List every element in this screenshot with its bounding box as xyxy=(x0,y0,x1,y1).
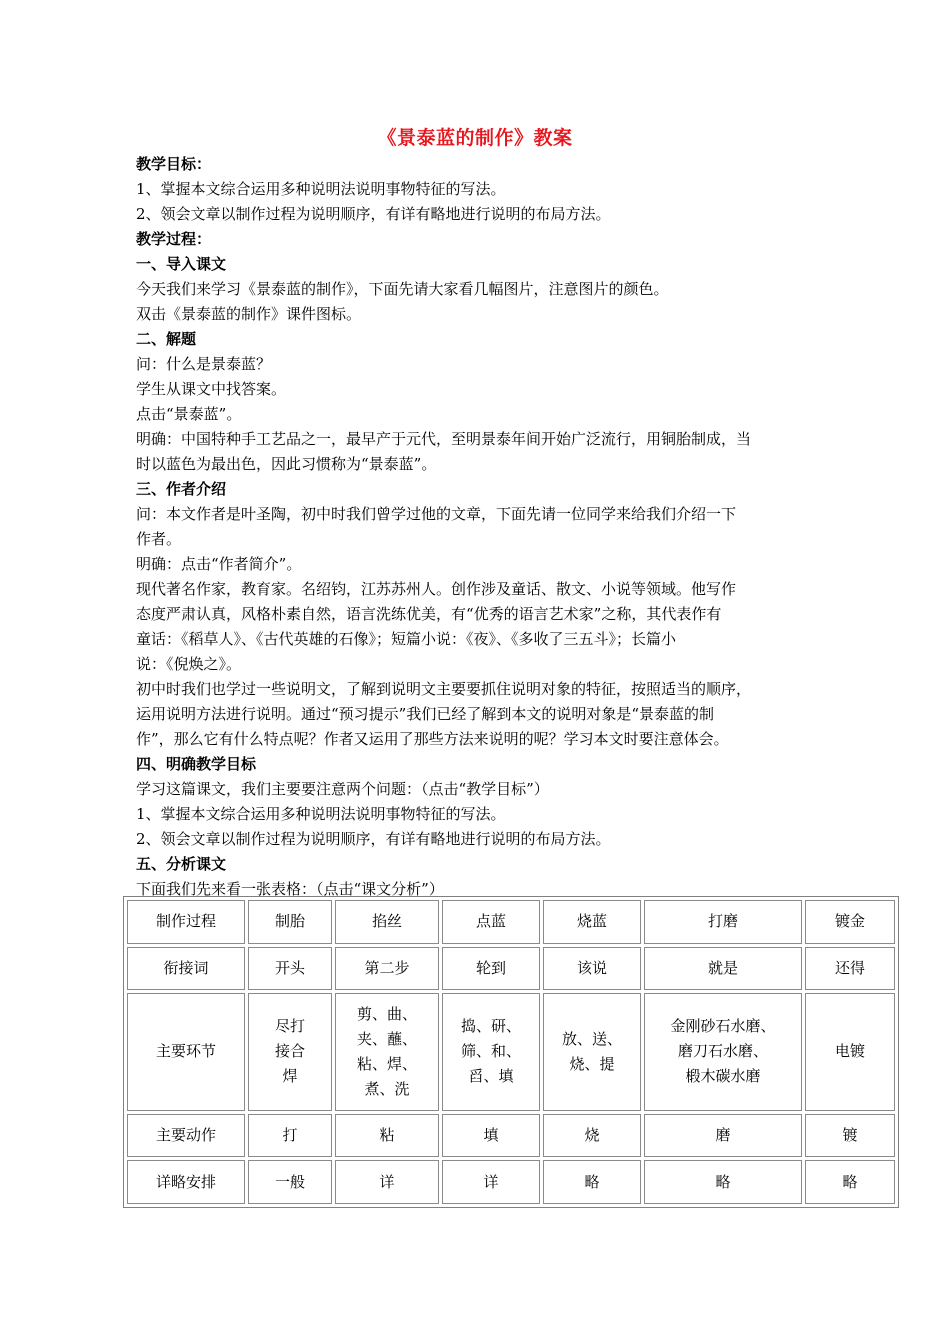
table-cell: 烧 xyxy=(543,1114,641,1158)
table-cell xyxy=(644,993,802,1111)
table-cell: 第二步 xyxy=(335,947,439,991)
cell-text-line: 放、送、 xyxy=(561,1029,622,1048)
body-text-line: 态度严肃认真，风格朴素自然，语言洗练优美，有“优秀的语言艺术家”之称，其代表作有 xyxy=(136,605,722,623)
body-text-line: 童话：《稻草人》、《古代英雄的石像》；短篇小说：《夜》、《多收了三五斗》；长篇小 xyxy=(136,630,677,648)
analysis-table-frame xyxy=(123,896,899,1208)
table-cell: 镀 xyxy=(805,1114,895,1158)
table-cell: 点蓝 xyxy=(442,900,540,944)
section-heading: 一、导入课文 xyxy=(136,255,227,273)
table-cell: 打 xyxy=(248,1114,332,1158)
cell-text-line: 夹、蘸、 xyxy=(356,1029,417,1048)
cell-text-line: 剪、曲、 xyxy=(356,1004,417,1023)
cell-text-line: 烧、提 xyxy=(569,1054,615,1073)
table-cell: 轮到 xyxy=(442,947,540,991)
table-cell: 烧蓝 xyxy=(543,900,641,944)
table-cell xyxy=(543,993,641,1111)
body-text-line: 1、掌握本文综合运用多种说明法说明事物特征的写法。 xyxy=(136,180,506,198)
table-cell: 填 xyxy=(442,1114,540,1158)
cell-text-line: 煮、洗 xyxy=(364,1079,410,1098)
table-row-header: 主要环节 xyxy=(127,993,245,1111)
body-text-line: 问：什么是景泰蓝？ xyxy=(136,355,272,373)
body-text-line: 学生从课文中找答案。 xyxy=(136,380,287,398)
table-cell: 掐丝 xyxy=(335,900,439,944)
body-text-line: 时以蓝色为最出色，因此习惯称为“景泰蓝”。 xyxy=(136,455,437,473)
table-cell: 该说 xyxy=(543,947,641,991)
table-cell: 粘 xyxy=(335,1114,439,1158)
section-heading: 教学目标： xyxy=(136,155,212,173)
section-heading: 教学过程： xyxy=(136,230,212,248)
body-text-line: 运用说明方法进行说明。通过“预习提示”我们已经了解到本文的说明对象是“景泰蓝的制 xyxy=(136,705,715,723)
body-text-line: 今天我们来学习《景泰蓝的制作》，下面先请大家看几幅图片，注意图片的颜色。 xyxy=(136,280,669,298)
section-heading: 三、作者介绍 xyxy=(136,480,227,498)
body-text-line: 初中时我们也学过一些说明文，了解到说明文主要要抓住说明对象的特征，按照适当的顺序， xyxy=(136,680,752,698)
body-text-line: 现代著名作家，教育家。名绍钧，江苏苏州人。创作涉及童话、散文、小说等领域。他写作 xyxy=(136,580,737,598)
body-text-line: 作者。 xyxy=(136,530,182,548)
table-row-header: 衔接词 xyxy=(127,947,245,991)
cell-text-line: 焊 xyxy=(282,1067,298,1086)
cell-text-line: 尽打 xyxy=(274,1017,305,1036)
table-row-header: 详略安排 xyxy=(127,1160,245,1204)
table-cell: 详 xyxy=(335,1160,439,1204)
table-cell: 镀金 xyxy=(805,900,895,944)
table-cell: 还得 xyxy=(805,947,895,991)
body-text-line: 2、领会文章以制作过程为说明顺序，有详有略地进行说明的布局方法。 xyxy=(136,830,611,848)
table-row-header: 制作过程 xyxy=(127,900,245,944)
body-text-line: 明确：中国特种手工艺品之一，最早产于元代，至明景泰年间开始广泛流行，用铜胎制成，当 xyxy=(136,430,752,448)
table-row-header: 主要动作 xyxy=(127,1114,245,1158)
body-text-line: 2、领会文章以制作过程为说明顺序，有详有略地进行说明的布局方法。 xyxy=(136,205,611,223)
cell-text-line: 筛、和、 xyxy=(460,1042,521,1061)
body-text-line: 明确：点击“作者简介”。 xyxy=(136,555,302,573)
body-text-line: 问：本文作者是叶圣陶，初中时我们曾学过他的文章，下面先请一位同学来给我们介绍一下 xyxy=(136,505,737,523)
section-heading: 四、明确教学目标 xyxy=(136,755,257,773)
cell-text-line: 磨刀石水磨、 xyxy=(677,1042,768,1061)
table-cell xyxy=(335,993,439,1111)
table-cell: 打磨 xyxy=(644,900,802,944)
table-row xyxy=(127,1160,895,1204)
table-row xyxy=(127,947,895,991)
document-page xyxy=(136,124,816,902)
table-row xyxy=(127,1114,895,1158)
table-cell: 电镀 xyxy=(805,993,895,1111)
table-row xyxy=(127,900,895,944)
table-cell: 制胎 xyxy=(248,900,332,944)
table-cell: 磨 xyxy=(644,1114,802,1158)
body-text-line: 双击《景泰蓝的制作》课件图标。 xyxy=(136,305,362,323)
body-text-line: 下面我们先来看一张表格：（点击“课文分析”） xyxy=(136,880,444,898)
section-heading: 二、解题 xyxy=(136,330,197,348)
cell-text-line: 金刚砂石水磨、 xyxy=(670,1017,776,1036)
table-cell xyxy=(248,993,332,1111)
body-text-line: 作”，那么它有什么特点呢？作者又运用了那些方法来说明的呢？学习本文时要注意体会。 xyxy=(136,730,729,748)
cell-text-line: 椴木碳水磨 xyxy=(685,1067,761,1086)
document-title: 《景泰蓝的制作》教案 xyxy=(377,127,573,149)
section-heading: 五、分析课文 xyxy=(136,855,227,873)
table-cell: 详 xyxy=(442,1160,540,1204)
table-cell: 就是 xyxy=(644,947,802,991)
body-text-line: 学习这篇课文，我们主要要注意两个问题：（点击“教学目标”） xyxy=(136,780,549,798)
table-cell: 略 xyxy=(805,1160,895,1204)
body-text-line: 点击“景泰蓝”。 xyxy=(136,405,242,423)
cell-text-line: 舀、填 xyxy=(468,1067,514,1086)
document-body xyxy=(136,152,816,902)
table-cell: 一般 xyxy=(248,1160,332,1204)
body-text-line: 1、掌握本文综合运用多种说明法说明事物特征的写法。 xyxy=(136,805,506,823)
table-cell: 略 xyxy=(543,1160,641,1204)
table-row xyxy=(127,993,895,1111)
body-text-line: 说：《倪焕之》。 xyxy=(136,655,242,673)
table-cell: 略 xyxy=(644,1160,802,1204)
cell-text-line: 捣、研、 xyxy=(460,1017,521,1036)
table-cell xyxy=(442,993,540,1111)
cell-text-line: 粘、焊、 xyxy=(356,1054,417,1073)
table-cell: 开头 xyxy=(248,947,332,991)
analysis-table xyxy=(124,897,898,1207)
cell-text-line: 接合 xyxy=(274,1042,305,1061)
